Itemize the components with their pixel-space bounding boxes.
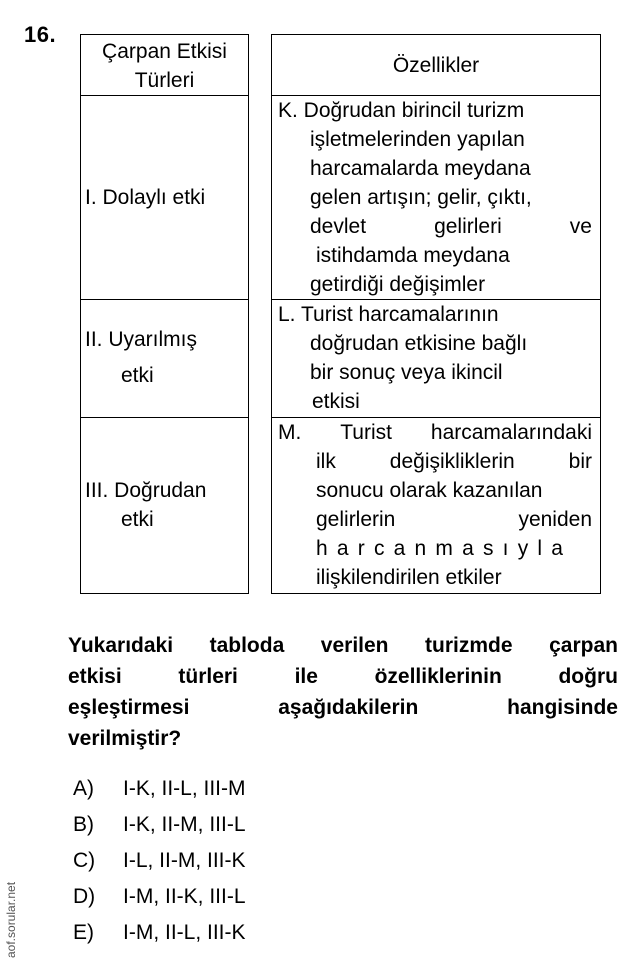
type-2-label-line1: II. Uyarılmış [85, 328, 198, 351]
feature-m-word: yeniden [518, 508, 592, 531]
feature-k-word: devlet [310, 215, 367, 238]
feature-k-line: K. Doğrudan birincil turizm [278, 99, 525, 122]
option-text: I-M, II-K, III-L [123, 885, 246, 908]
option-e[interactable] [73, 915, 246, 951]
option-text: I-K, II-M, III-L [123, 813, 246, 836]
stem-word: özelliklerinin [374, 665, 502, 688]
feature-m-line [278, 505, 592, 534]
type-2-label-line2: etki [121, 364, 154, 387]
feature-l-line: etkisi [312, 390, 360, 413]
stem-line-4 [68, 723, 618, 754]
feature-k-line [278, 212, 592, 241]
feature-m-word: değişikliklerin [389, 450, 515, 473]
feature-l-line: L. Turist harcamalarının [278, 303, 499, 326]
stem-word: etkisi [68, 665, 122, 688]
feature-l-line: bir sonuç veya ikincil [310, 361, 503, 384]
feature-m-word: Turist [340, 421, 392, 444]
stem-word: çarpan [549, 634, 618, 657]
question-stem [68, 630, 618, 754]
feature-m-line: ilişkilendirilen etkiler [316, 566, 502, 589]
option-letter: E) [73, 921, 94, 944]
types-header [81, 35, 248, 96]
stem-line-3 [68, 692, 618, 723]
stem-word: tabloda [209, 634, 285, 657]
stem-word: doğru [558, 665, 618, 688]
stem-word: turizmde [425, 634, 513, 657]
type-row-1 [81, 96, 248, 300]
feature-m-line [278, 418, 592, 447]
feature-row-l [272, 300, 600, 418]
feature-row-m [272, 418, 600, 593]
stem-word: verilmiştir? [68, 727, 182, 750]
feature-m-line [278, 447, 592, 476]
stem-word: eşleştirmesi [68, 696, 190, 719]
feature-m-word: gelirlerin [316, 508, 396, 531]
stem-word: hangisinde [507, 696, 618, 719]
types-table [80, 34, 249, 594]
type-1-label: I. Dolaylı etki [85, 186, 206, 209]
option-text: I-M, II-L, III-K [123, 921, 246, 944]
option-b[interactable] [73, 807, 246, 843]
features-header: Özellikler [272, 35, 600, 96]
stem-word: ile [294, 665, 318, 688]
type-row-3 [81, 418, 248, 593]
answer-options [73, 771, 246, 951]
feature-l-line: doğrudan etkisine bağlı [310, 332, 528, 355]
feature-k-line: gelen artışın; gelir, çıktı, [310, 186, 532, 209]
option-d[interactable] [73, 879, 246, 915]
feature-k-line: harcamalarda meydana [310, 157, 531, 180]
feature-row-k [272, 96, 600, 300]
feature-m-word: M. [278, 421, 302, 444]
feature-m-word: bir [568, 450, 592, 473]
watermark-text: aof.sorular.net [4, 881, 18, 958]
stem-word: Yukarıdaki [68, 634, 174, 657]
feature-k-line: getirdiği değişimler [310, 273, 486, 296]
option-text: I-L, II-M, III-K [123, 849, 246, 872]
stem-word: verilen [320, 634, 389, 657]
type-row-2 [81, 300, 248, 418]
feature-m-line: sonucu olarak kazanılan [316, 479, 543, 502]
feature-k-word: gelirleri [434, 215, 502, 238]
type-3-label-line1: III. Doğrudan [85, 479, 207, 502]
stem-line-2 [68, 661, 618, 692]
feature-k-line: istihdamda meydana [316, 244, 510, 267]
stem-word: aşağıdakilerin [278, 696, 419, 719]
feature-m-word: harcamalarındaki [430, 421, 592, 444]
feature-m-word: ilk [316, 450, 336, 473]
option-a[interactable] [73, 771, 246, 807]
question-number: 16. [24, 22, 57, 47]
option-letter: B) [73, 813, 94, 836]
feature-k-word: ve [569, 215, 592, 238]
option-letter: A) [73, 777, 94, 800]
stem-word: türleri [178, 665, 238, 688]
types-header-line2: Türleri [134, 69, 195, 92]
features-table [271, 34, 601, 594]
option-letter: D) [73, 885, 96, 908]
type-3-label-line2: etki [121, 508, 154, 531]
feature-k-line: işletmelerinden yapılan [310, 128, 525, 151]
option-text: I-K, II-L, III-M [123, 777, 246, 800]
option-letter: C) [73, 849, 96, 872]
option-c[interactable] [73, 843, 246, 879]
types-header-line1: Çarpan Etkisi [102, 40, 227, 63]
feature-m-line: harcanmasıyla [316, 537, 573, 560]
stem-line-1 [68, 630, 618, 661]
